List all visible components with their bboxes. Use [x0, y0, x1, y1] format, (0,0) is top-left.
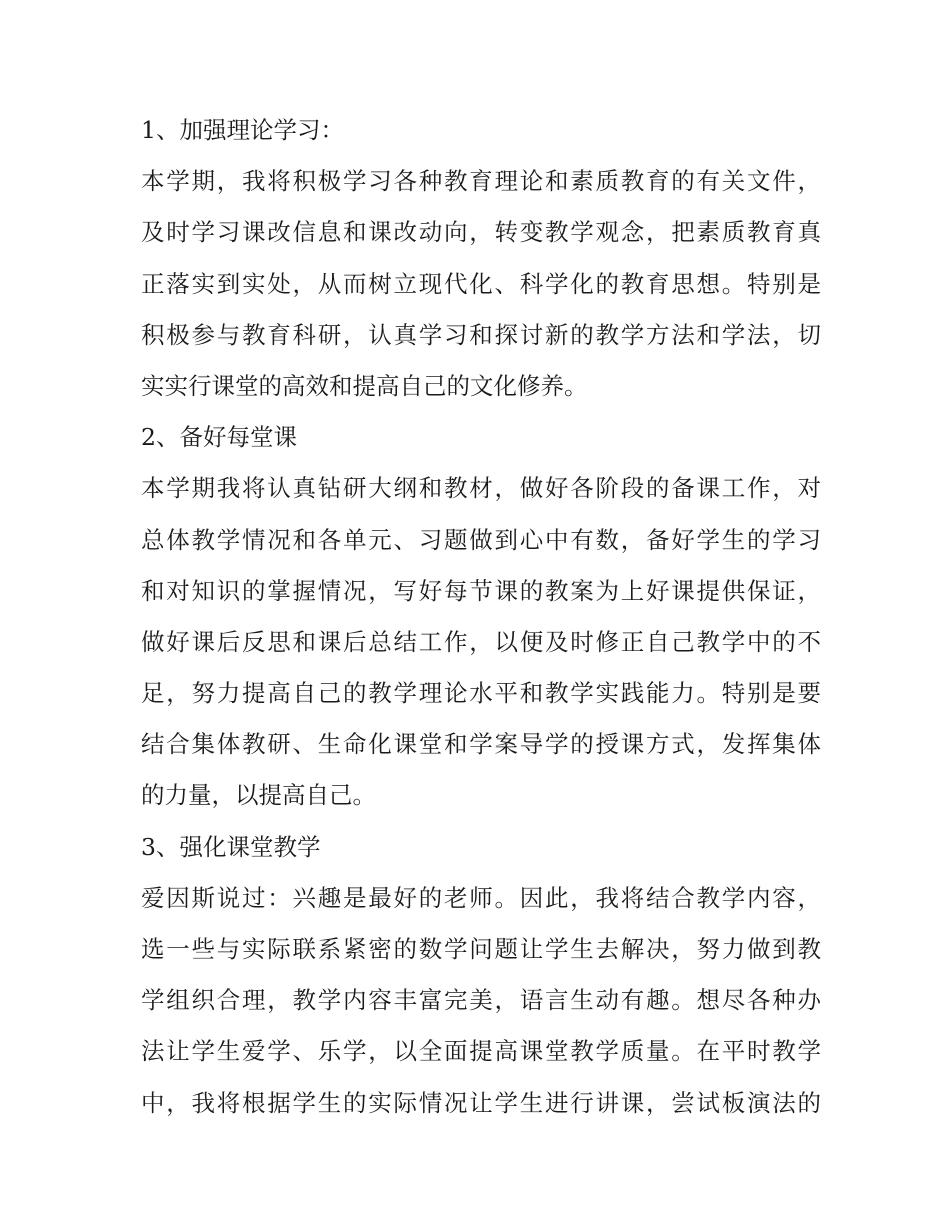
paragraph-line-last: 实实行课堂的高效和提高自己的文化修养。 [141, 371, 588, 400]
paragraph-line: 正落实到实处，从而树立现代化、科学化的教育思想。特别是 [141, 269, 821, 298]
section-heading-1: 1、加强理论学习： [141, 116, 344, 144]
paragraph-line: 爱因斯说过：兴趣是最好的老师。因此，我将结合教学内容， [141, 883, 821, 912]
paragraph-line: 本学期我将认真钻研大纲和教材，做好各阶段的备课工作，对 [141, 474, 821, 503]
paragraph-line: 做好课后反思和课后总结工作，以便及时修正自己教学中的不 [141, 627, 821, 656]
section-heading-3: 3、强化课堂教学 [141, 832, 321, 861]
paragraph-line: 和对知识的掌握情况，写好每节课的教案为上好课提供保证， [141, 576, 821, 605]
paragraph-line: 积极参与教育科研，认真学习和探讨新的教学方法和学法，切 [141, 320, 821, 349]
paragraph-line: 及时学习课改信息和课改动向，转变教学观念，把素质教育真 [141, 218, 821, 247]
paragraph-line: 本学期，我将积极学习各种教育理论和素质教育的有关文件， [141, 167, 821, 196]
paragraph-line: 总体教学情况和各单元、习题做到心中有数，备好学生的学习 [141, 525, 821, 554]
paragraph-line: 学组织合理，教学内容丰富完美，语言生动有趣。想尽各种办 [141, 986, 821, 1015]
paragraph-line: 法让学生爱学、乐学，以全面提高课堂教学质量。在平时教学 [141, 1037, 821, 1066]
paragraph-line-last: 的力量，以提高自己。 [141, 781, 376, 810]
paragraph-line: 结合集体教研、生命化课堂和学案导学的授课方式，发挥集体 [141, 730, 821, 759]
paragraph-line: 选一些与实际联系紧密的数学问题让学生去解决，努力做到教 [141, 935, 821, 963]
paragraph-line: 中，我将根据学生的实际情况让学生进行讲课，尝试板演法的 [141, 1088, 821, 1117]
paragraph-line: 足，努力提高自己的教学理论水平和教学实践能力。特别是要 [141, 679, 821, 708]
section-heading-2: 2、备好每堂课 [141, 423, 297, 452]
document-body [141, 110, 821, 1134]
